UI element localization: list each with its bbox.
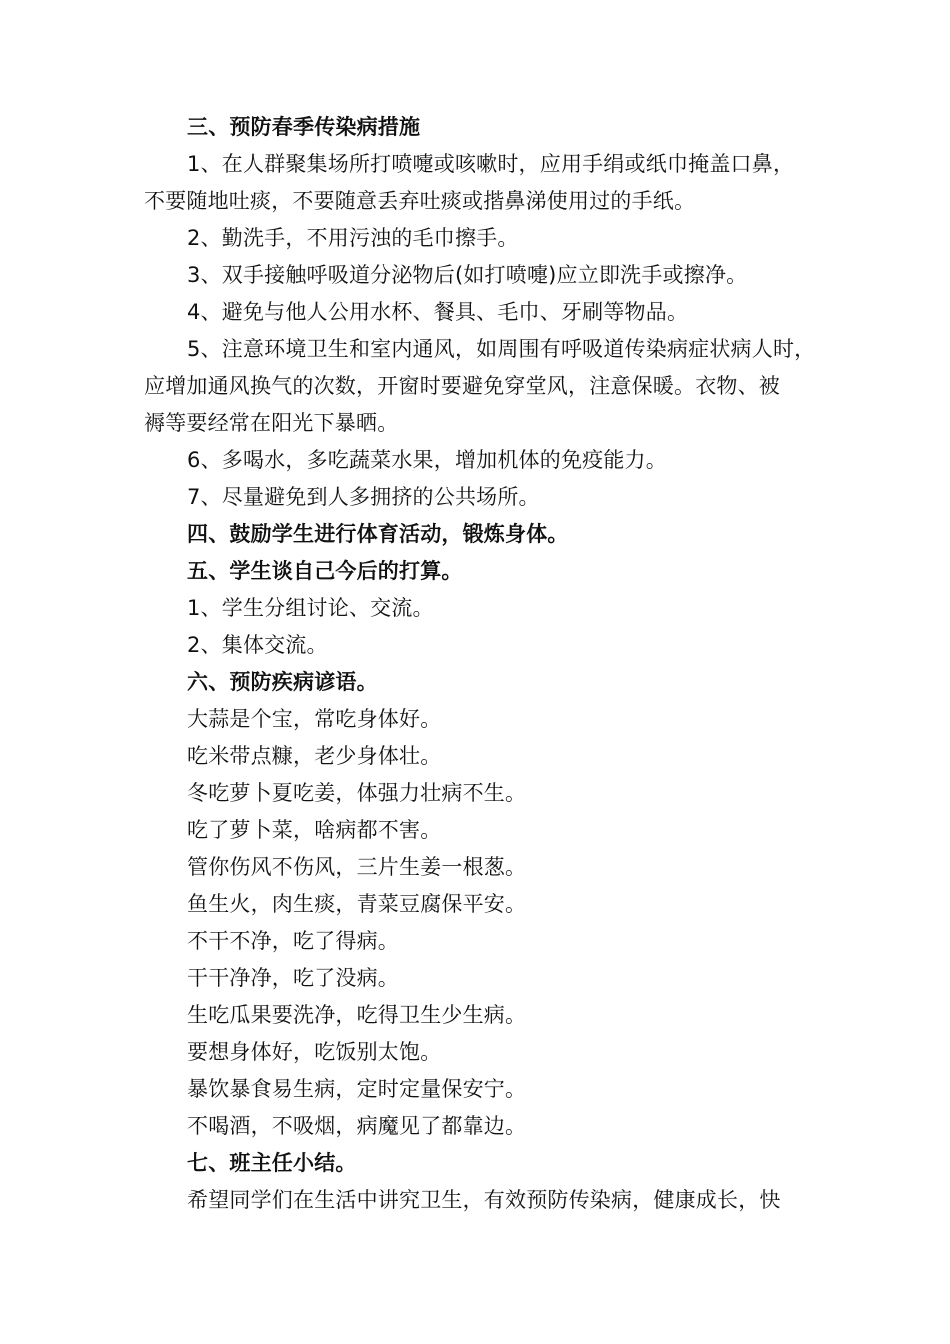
- paragraph-line: 6、多喝水，多吃蔬菜水果，增加机体的免疫能力。: [187, 448, 667, 472]
- paragraph-line: 希望同学们在生活中讲究卫生，有效预防传染病，健康成长，快: [187, 1188, 781, 1212]
- section-heading-7: 七、班主任小结。: [187, 1151, 357, 1175]
- paragraph-line: 7、尽量避免到人多拥挤的公共场所。: [187, 485, 540, 509]
- paragraph-line: 5、注意环境卫生和室内通风，如周围有呼吸道传染病症状病人时，: [187, 337, 816, 361]
- paragraph-line: 褥等要经常在阳光下暴晒。: [144, 411, 399, 435]
- section-heading-6: 六、预防疾病谚语。: [187, 670, 378, 694]
- section-heading-4: 四、鼓励学生进行体育活动，锻炼身体。: [187, 522, 569, 546]
- proverb-line: 吃米带点糠，老少身体壮。: [187, 744, 442, 768]
- proverb-line: 不喝酒，不吸烟，病魔见了都靠边。: [187, 1114, 527, 1138]
- paragraph-line: 应增加通风换气的次数，开窗时要避免穿堂风，注意保暖。衣物、被: [144, 374, 780, 398]
- section-heading-3: 三、预防春季传染病措施: [187, 115, 421, 139]
- proverb-line: 冬吃萝卜夏吃姜，体强力壮病不生。: [187, 781, 527, 805]
- paragraph-line: 1、学生分组讨论、交流。: [187, 596, 434, 620]
- proverb-line: 生吃瓜果要洗净，吃得卫生少生病。: [187, 1003, 527, 1027]
- proverb-line: 大蒜是个宝，常吃身体好。: [187, 707, 442, 731]
- paragraph-line: 3、双手接触呼吸道分泌物后(如打喷嚏)应立即洗手或擦净。: [187, 263, 748, 287]
- paragraph-line: 4、避免与他人公用水杯、餐具、毛巾、牙刷等物品。: [187, 300, 689, 324]
- proverb-line: 要想身体好，吃饭别太饱。: [187, 1040, 442, 1064]
- paragraph-line: 不要随地吐痰，不要随意丢弃吐痰或揩鼻涕使用过的手纸。: [144, 189, 696, 213]
- section-heading-5: 五、学生谈自己今后的打算。: [187, 559, 463, 583]
- proverb-line: 干干净净，吃了没病。: [187, 966, 399, 990]
- proverb-line: 吃了萝卜菜，啥病都不害。: [187, 818, 442, 842]
- paragraph-line: 2、集体交流。: [187, 633, 328, 657]
- paragraph-line: 1、在人群聚集场所打喷嚏或咳嗽时，应用手绢或纸巾掩盖口鼻，: [187, 152, 795, 176]
- proverb-line: 暴饮暴食易生病，定时定量保安宁。: [187, 1077, 527, 1101]
- proverb-line: 鱼生火，肉生痰，青菜豆腐保平安。: [187, 892, 527, 916]
- paragraph-line: 2、勤洗手，不用污浊的毛巾擦手。: [187, 226, 519, 250]
- proverb-line: 不干不净，吃了得病。: [187, 929, 399, 953]
- proverb-line: 管你伤风不伤风，三片生姜一根葱。: [187, 855, 527, 879]
